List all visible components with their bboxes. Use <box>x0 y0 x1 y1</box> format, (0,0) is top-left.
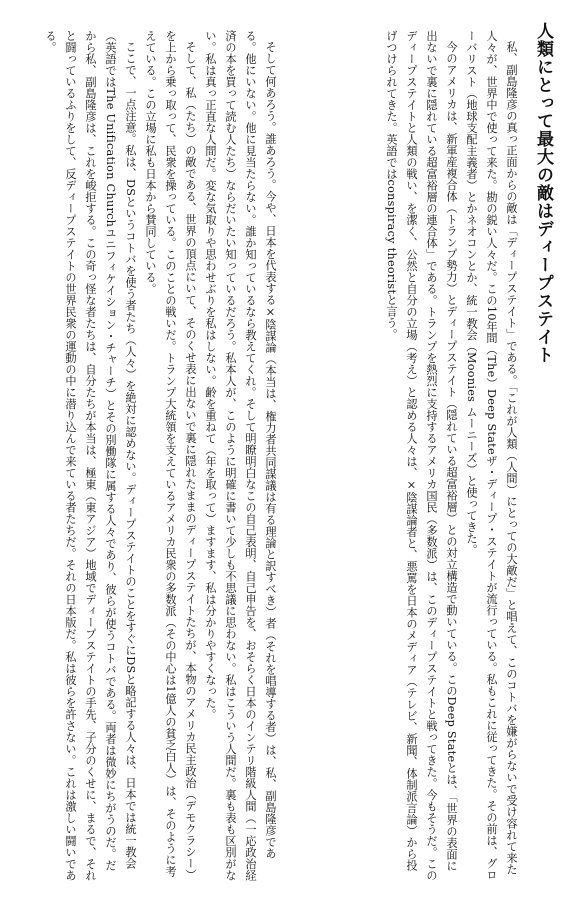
article-title: 人類にとって最大の敵はディープステイト <box>533 22 553 364</box>
paragraph-2: 今のアメリカは、新軍産複合体（トランプ勢力）とディープステイト（隠れている超富裕層）との対立構造で動いている。このDeep Stateとは、「世界の表面に出ないで裏に隠れている超富裕層の連合体」である。トランプを熱烈に支持するアメリカ国民（多数派）は、このディープステイトと戦ってきた。今もそうだ。このディープステイトと人類の戦い、を潔く、公然と自分の立場（考え）と認める人々は、×陰謀論者と、悪罵を日本のメディア（テレビ、新聞、体制派言論）から投げつけられてきた。英語ではconspiracy theoristと言う。 <box>385 30 458 881</box>
text-block-left <box>4 30 280 882</box>
paragraph-4: そして、私（たち）の敵である、世界の頂点にいて、そのくせ表に出ないで裏に隠れたままのディープステイトたちが、本物のアメリカ民主政治（デモクラシー）を上から乗っ取って、民衆を操っている。このことの戦いだ。トランプ大統領を支えているアメリカ民衆の多数派（その中心は1億人の貧乏白人）は、そのように考えている。この立場に私も日本から賛同している。 <box>144 30 197 881</box>
paragraph-3: そして何あろう。誰あろう。今や、日本を代表する×陰謀論（本当は、権力者共同謀議は有る理論と訳すべき）者（それを唱導する者）は、私、副島隆彦である。他にいない。他に見当たらない。誰か知っているなら教えてくれ。そして明瞭明白なこの自己表明、自己申告を、おそらく日本のインテリ階級人間（一応政治経済の本を買って読む人たち）ならだいたい知っているだろう。私本人が、このように明確に書いて少しも不思議に思わない。私はこういう人間だ。裏も表も区別がない。私は真っ正直な人間だ。変な気取りや思わせぶりを私はしない。齢を重ねて（年を取って）ますます、私は分かりやすくなった。 <box>204 30 277 881</box>
paragraph-1: 私、副島隆彦の真っ正面からの敵は「ディープステイト」である。「これが人類（人間）にとっての大敵だ」と唱えて、このコトバを嫌がらないで受け容れて来た人々が、世界中で使って来た。勘の鋭い人々だ。この10年間（The）Deep Stateザ・ディープ・ステイトが流行っている。私もこれに従ってきた。その前は、グローバリスト（地球支配主義者）とかネオコンとか、統一教会（Moonies ムーニーズ）と使ってきた。 <box>465 30 518 881</box>
paragraph-5: ここで、一点注意。私は、DSというコトバを使う者たち（人々）を絶対に認めない。ディープステイトのことをすぐにDSと略記する人々は、日本では統一教会（英語ではThe Unification Churchユニフィケイション・チャーチ）とその別働隊に属する人々であり、彼らが使うコトバである。両者は微妙にちがうのだ。だから私、副島隆彦は、これを峻拒する。この奇っ怪な者たちは、自分たちが本当は、極東（東アジア）地域でディープステイトの手先、子分のくせに、まるで、それと闘っているふりをして、反ディープステイトの世界民衆の運動の中に潜り込んで来ている者たちだ。それの日本版だ。私は彼らを許さない。これは激しい闘いである。 <box>44 30 137 881</box>
text-block-upper-right <box>305 30 521 882</box>
